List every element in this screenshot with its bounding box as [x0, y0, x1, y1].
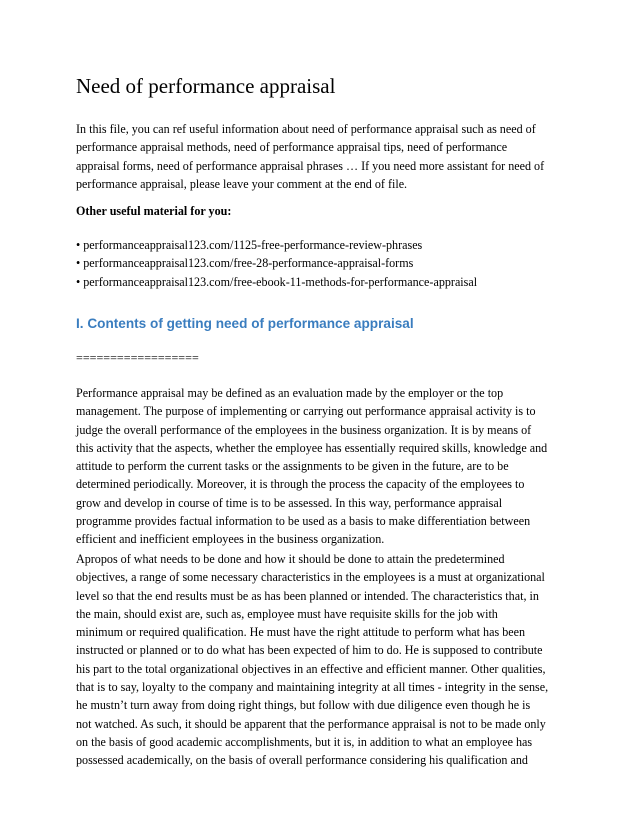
text-line: he mustn’t turn away from doing right things, but follow with due diligence even though he is [76, 698, 531, 713]
text-line: not watched. As such, it should be apparent that the performance appraisal is not to be made only [76, 716, 546, 731]
page-title: Need of performance appraisal [76, 74, 336, 98]
text-line: Apropos of what needs to be done and how it should be done to attain the predetermined [76, 552, 505, 566]
text-line: minimum or required qualification. He must have the right attitude to perform what has been [76, 625, 526, 640]
text-line: determined periodically. Moreover, it is through the process the capacity of the employees to [76, 477, 525, 492]
text-line: this activity that the aspects, whether the employee has essentially required skills, knowledge and [76, 440, 548, 455]
section-heading: I. Contents of getting need of performance appraisal [76, 316, 414, 331]
text-line: possessed academically, on the basis of overall performance considering his qualification and [76, 753, 528, 768]
list-item: • performanceappraisal123.com/1125-free-performance-review-phrases [76, 238, 423, 252]
useful-links-list [76, 236, 566, 291]
text-line: management. The purpose of implementing or carrying out performance appraisal activity is to [76, 404, 536, 419]
divider-line: ================== [76, 351, 199, 365]
list-item: • performanceappraisal123.com/free-ebook-11-methods-for-performance-appraisal [76, 274, 478, 289]
useful-material-heading: Other useful material for you: [76, 204, 232, 218]
text-line: performance appraisal methods, need of performance appraisal tips, need of performance [76, 140, 508, 155]
text-line: attitude to perform the current tasks or the assignments to be given in the future, are to be [76, 459, 509, 474]
list-item: • performanceappraisal123.com/free-28-performance-appraisal-forms [76, 256, 414, 271]
text-line: on the basis of good academic accomplishments, but it is, in addition to what an employee has [76, 734, 533, 749]
text-line: objectives, a range of some necessary characteristics in the employees is a must at organizational [76, 570, 545, 585]
text-line: efficient and inefficient employees in the business organization. [76, 532, 385, 547]
text-line: judge the overall performance of the employees in the business organization. It is by means of [76, 422, 532, 437]
text-line: programme provides factual information to be used as a basis to make differentiation between [76, 514, 531, 529]
intro-paragraph [76, 120, 566, 193]
text-line: In this file, you can ref useful information about need of performance appraisal such as need of [76, 122, 536, 136]
text-line: his part to the total organizational objectives in an effective and efficient manner. Other qualities, [76, 661, 546, 676]
text-line: that is to say, loyalty to the company and maintaining integrity at all times - integrity in the sense, [76, 680, 549, 695]
text-line: instructed or planned or to do what has been expected of him to do. He is supposed to contribute [76, 643, 543, 658]
text-line: appraisal forms, need of performance appraisal phrases … If you need more assistant for need of [76, 158, 545, 173]
text-line: performance appraisal, please leave your comment at the end of file. [76, 176, 408, 191]
text-line: grow and develop in course of time is to be assessed. In this way, performance appraisal [76, 495, 503, 510]
paragraph-2 [76, 550, 566, 770]
text-line: the main, should exist are, such as, employee must have requisite skills for the job with [76, 606, 498, 621]
text-line: level so that the end results must be as has been planned or intended. The characteristics that, in [76, 588, 539, 603]
paragraph-1 [76, 384, 566, 549]
text-line: Performance appraisal may be defined as an evaluation made by the employer or the top [76, 386, 504, 400]
